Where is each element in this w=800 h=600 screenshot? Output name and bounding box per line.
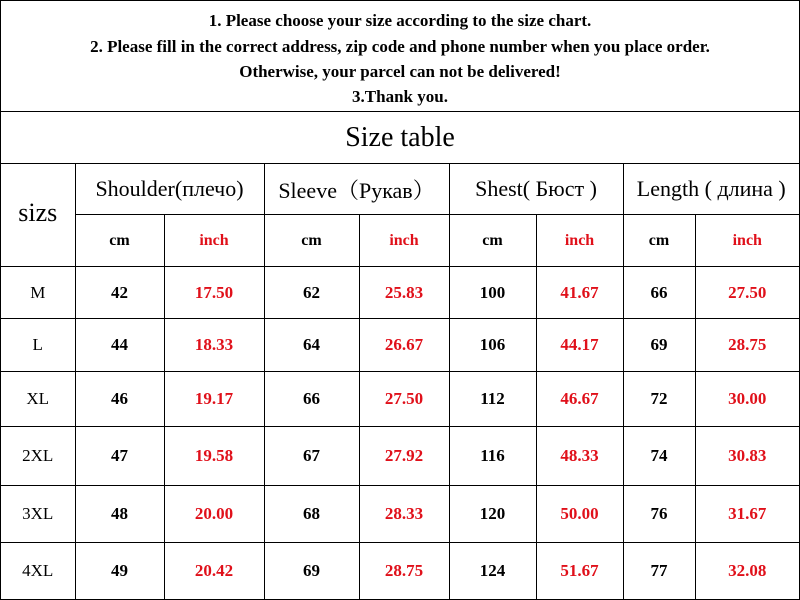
length-inch: 31.67	[695, 486, 799, 543]
table-row	[1, 319, 799, 372]
shoulder-inch: 19.58	[164, 427, 264, 486]
table-row	[1, 486, 799, 543]
shoulder-cm: 42	[75, 267, 164, 319]
size-table	[1, 164, 799, 600]
sleeve-cm: 68	[264, 486, 359, 543]
chest-cm: 124	[449, 543, 536, 600]
chest-cm: 116	[449, 427, 536, 486]
shoulder-cm: 46	[75, 372, 164, 427]
order-notice	[1, 1, 799, 112]
unit-header-row	[1, 215, 799, 267]
unit-cm: cm	[449, 215, 536, 267]
notice-line-4: 3.Thank you.	[352, 87, 448, 106]
size-label: M	[1, 267, 75, 319]
chest-inch: 44.17	[536, 319, 623, 372]
sleeve-inch: 27.92	[359, 427, 449, 486]
length-inch: 30.83	[695, 427, 799, 486]
size-label: 2XL	[1, 427, 75, 486]
chest-cm: 120	[449, 486, 536, 543]
size-column-header: sizs	[1, 164, 75, 267]
shoulder-inch: 20.42	[164, 543, 264, 600]
length-inch: 32.08	[695, 543, 799, 600]
length-cm: 66	[623, 267, 695, 319]
sleeve-inch: 28.33	[359, 486, 449, 543]
chest-cm: 100	[449, 267, 536, 319]
size-table-title: Size table	[1, 112, 799, 164]
notice-line-3: Otherwise, your parcel can not be delivered!	[239, 62, 561, 81]
shoulder-cm: 48	[75, 486, 164, 543]
length-cm: 77	[623, 543, 695, 600]
shoulder-inch: 19.17	[164, 372, 264, 427]
length-cm: 69	[623, 319, 695, 372]
sleeve-inch: 27.50	[359, 372, 449, 427]
length-cm: 76	[623, 486, 695, 543]
sleeve-cm: 62	[264, 267, 359, 319]
group-header-shoulder: Shoulder(плечо)	[75, 164, 264, 215]
unit-cm: cm	[264, 215, 359, 267]
length-inch: 28.75	[695, 319, 799, 372]
length-inch: 30.00	[695, 372, 799, 427]
unit-cm: cm	[75, 215, 164, 267]
chest-inch: 50.00	[536, 486, 623, 543]
table-row	[1, 427, 799, 486]
table-row	[1, 372, 799, 427]
chest-inch: 46.67	[536, 372, 623, 427]
unit-inch: inch	[695, 215, 799, 267]
shoulder-cm: 47	[75, 427, 164, 486]
sleeve-inch: 26.67	[359, 319, 449, 372]
length-cm: 74	[623, 427, 695, 486]
sleeve-cm: 67	[264, 427, 359, 486]
sleeve-inch: 25.83	[359, 267, 449, 319]
shoulder-inch: 20.00	[164, 486, 264, 543]
size-label: XL	[1, 372, 75, 427]
shoulder-cm: 44	[75, 319, 164, 372]
unit-inch: inch	[536, 215, 623, 267]
size-label: 4XL	[1, 543, 75, 600]
group-header-chest: Shest( Бюст )	[449, 164, 623, 215]
shoulder-cm: 49	[75, 543, 164, 600]
table-row	[1, 267, 799, 319]
length-cm: 72	[623, 372, 695, 427]
size-label: 3XL	[1, 486, 75, 543]
notice-line-1: 1. Please choose your size according to the size chart.	[208, 11, 592, 30]
notice-line-2: 2. Please fill in the correct address, zip code and phone number when you place order.	[90, 37, 710, 56]
unit-cm: cm	[623, 215, 695, 267]
group-header-row	[1, 164, 799, 215]
length-inch: 27.50	[695, 267, 799, 319]
chest-inch: 51.67	[536, 543, 623, 600]
sleeve-cm: 64	[264, 319, 359, 372]
sleeve-cm: 66	[264, 372, 359, 427]
chest-inch: 41.67	[536, 267, 623, 319]
shoulder-inch: 18.33	[164, 319, 264, 372]
group-header-sleeve: Sleeve（Рукав）	[264, 164, 449, 215]
group-header-length: Length ( длина )	[623, 164, 799, 215]
unit-inch: inch	[359, 215, 449, 267]
chest-cm: 106	[449, 319, 536, 372]
sleeve-inch: 28.75	[359, 543, 449, 600]
sleeve-cm: 69	[264, 543, 359, 600]
shoulder-inch: 17.50	[164, 267, 264, 319]
chest-inch: 48.33	[536, 427, 623, 486]
size-label: L	[1, 319, 75, 372]
table-row	[1, 543, 799, 600]
unit-inch: inch	[164, 215, 264, 267]
chest-cm: 112	[449, 372, 536, 427]
